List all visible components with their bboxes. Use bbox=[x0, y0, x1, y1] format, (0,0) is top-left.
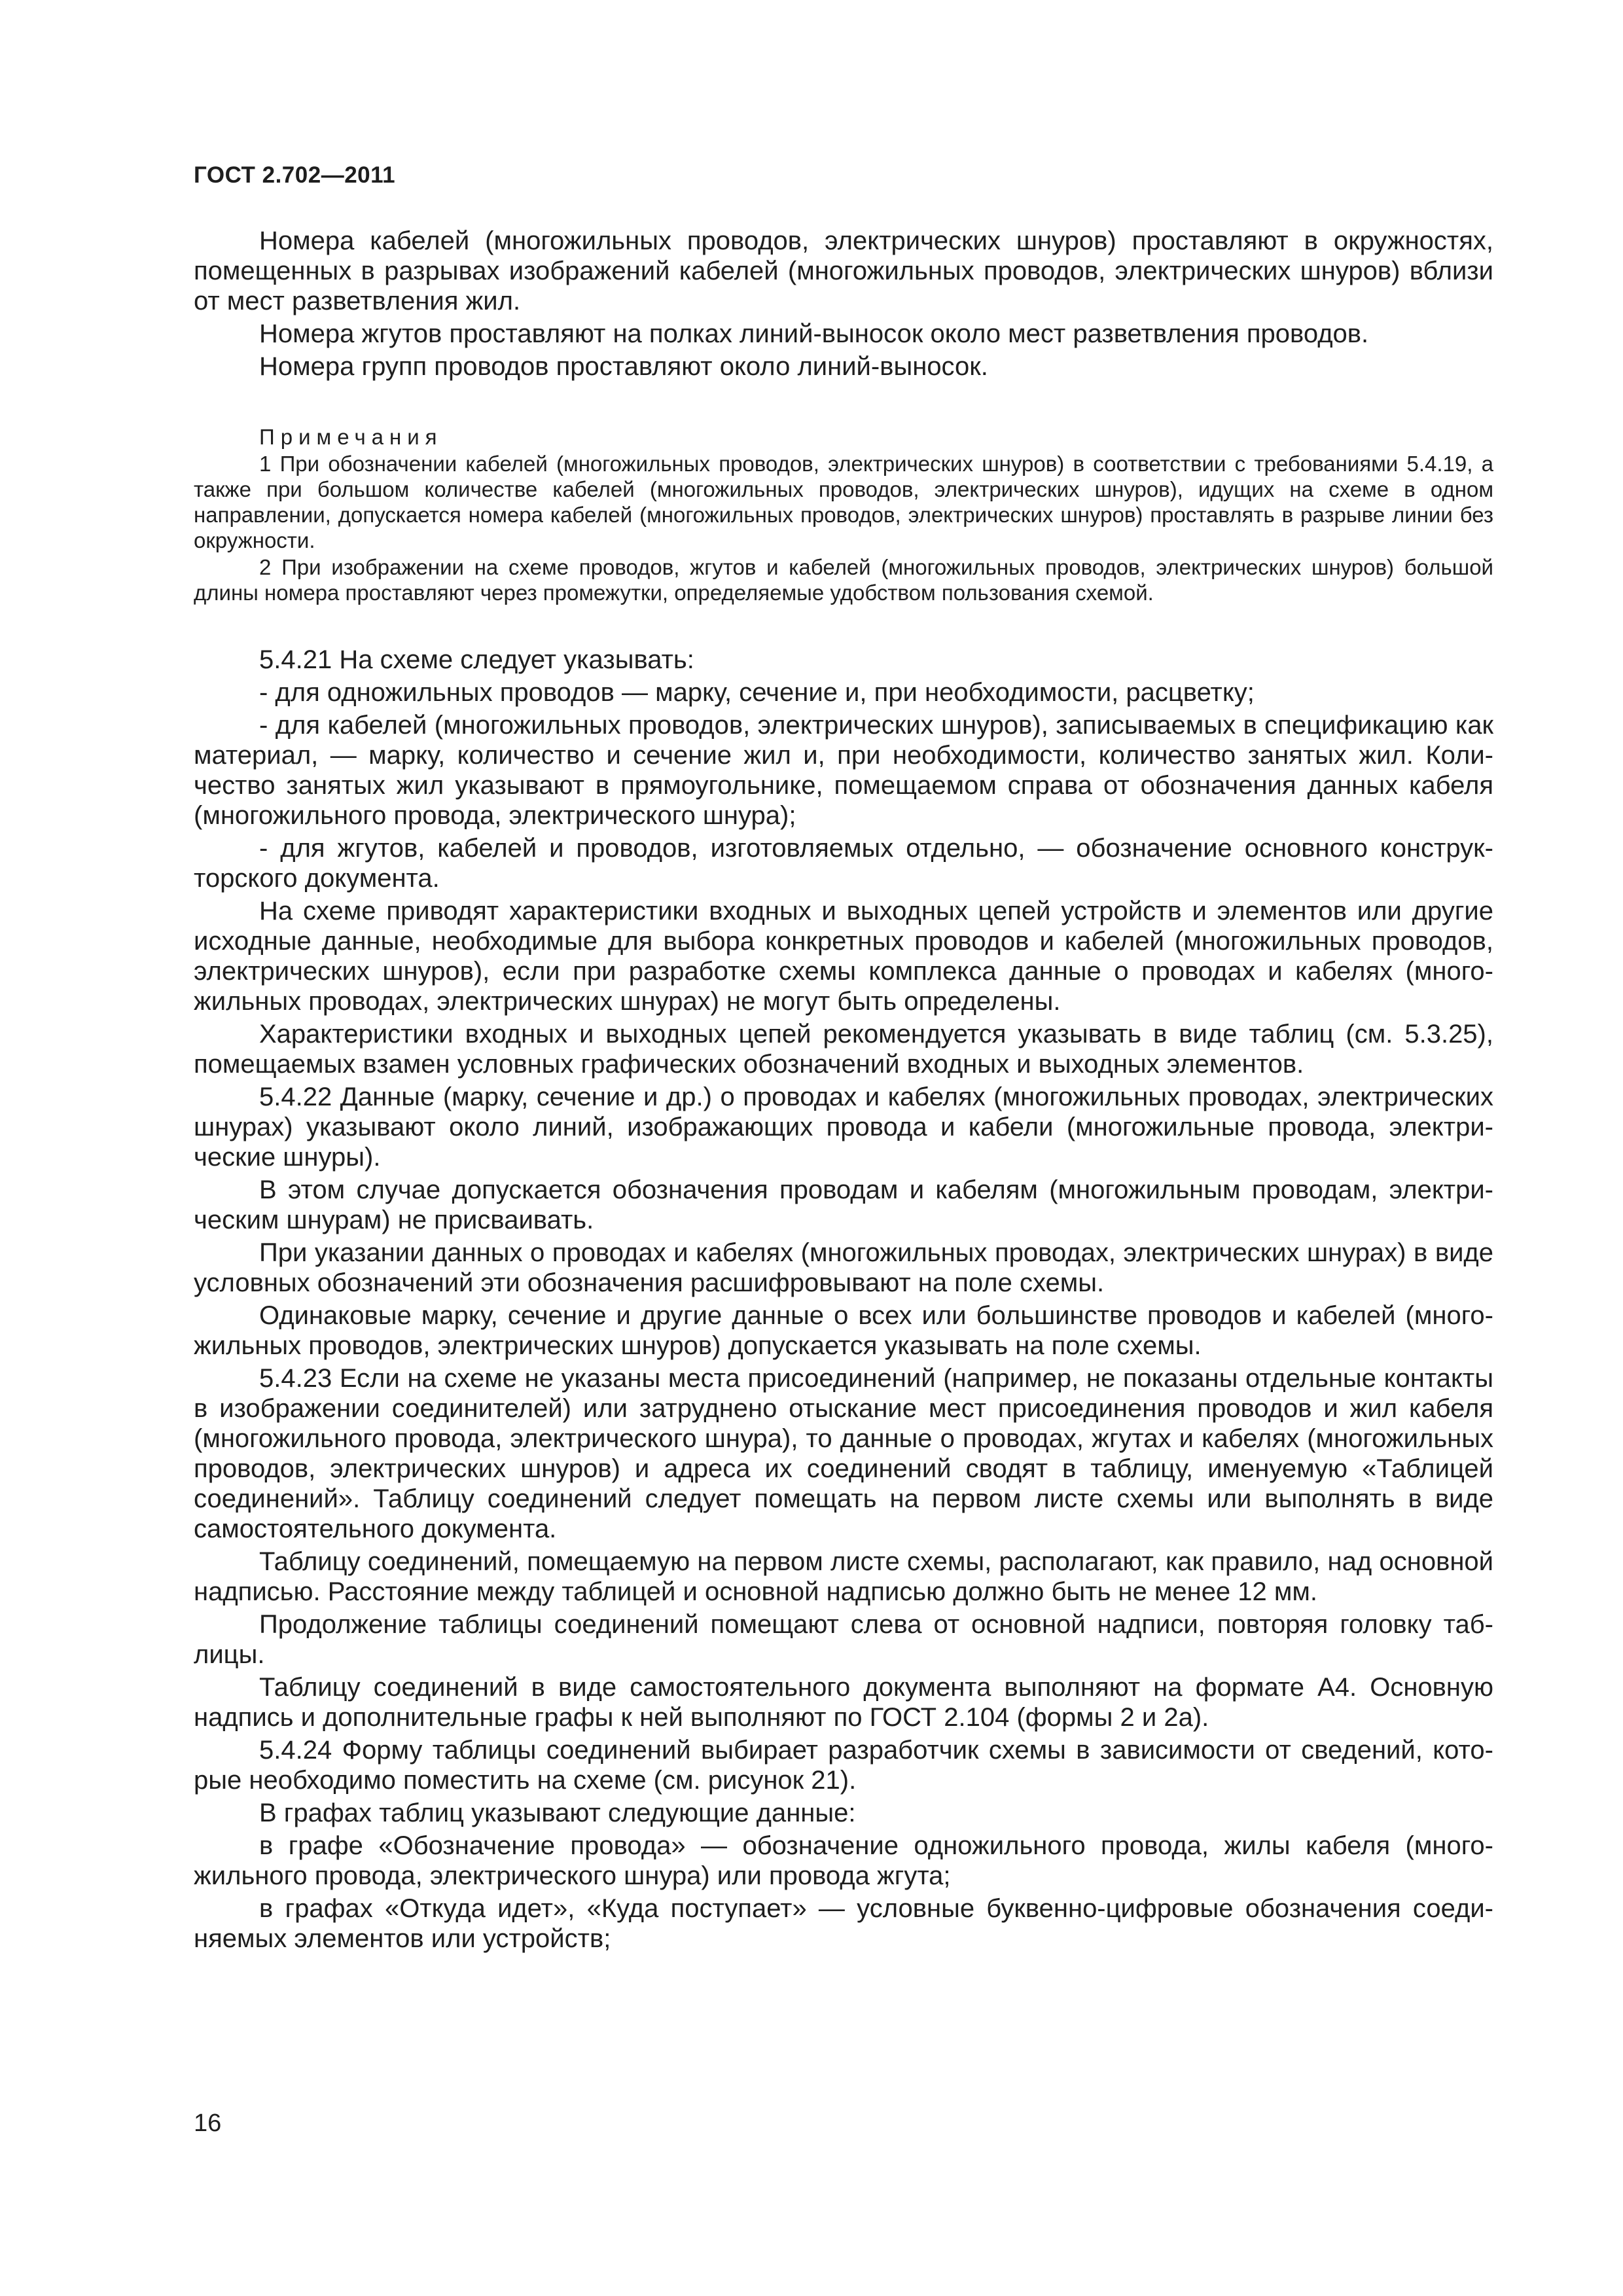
paragraph: 5.4.24 Форму таблицы соединений выбирает разработчик схемы в зависимости от сведений, которые необходимо поместить на схеме (см. рисунок 21). bbox=[194, 1736, 1493, 1795]
paragraph: Номера групп проводов проставляют около линий-выносок. bbox=[259, 352, 988, 381]
page-body bbox=[194, 226, 1493, 1956]
paragraph: - для кабелей (многожильных проводов, электрических шнуров), записываемых в спецификацию как материал, — марку, количество и сечение жил и, при необходимости, количество занятых жил. Количество занятых жил указывают в прямоугольнике, помещаемом справа от обозначения данных кабеля (многожильного провода, электрического шнура); bbox=[194, 711, 1493, 830]
paragraph: 5.4.22 Данные (марку, сечение и др.) о проводах и кабелях (многожильных проводах, электрических шнурах) указывают около линий, изображающих провода и кабели (многожильные провода, электрические шнуры). bbox=[194, 1083, 1493, 1172]
paragraph: в графах «Откуда идет», «Куда поступает» — условные буквенно-цифровые обозначения соединяемых элементов или устройств; bbox=[194, 1894, 1493, 1953]
paragraph: Характеристики входных и выходных цепей рекомендуется указывать в виде таблиц (см. 5.3.25), помещаемых взамен условных графических обозначений входных и выходных элементов. bbox=[194, 1020, 1493, 1079]
paragraph: в графе «Обозначение провода» — обозначение одножильного провода, жилы кабеля (многожильного провода, электрического шнура) или провода жгута; bbox=[194, 1831, 1493, 1890]
paragraph: При указании данных о проводах и кабелях (многожильных проводах, электрических шнурах) в виде условных обозначений эти обозначения расшифровывают на поле схемы. bbox=[194, 1238, 1493, 1297]
paragraph: Номера жгутов проставляют на полках линий-выносок около мест разветвления проводов. bbox=[259, 319, 1369, 348]
page-number: 16 bbox=[194, 2109, 222, 2137]
paragraph: Одинаковые марку, сечение и другие данные о всех или большинстве проводов и кабелей (многожильных проводов, электрических шнуров) допускается указывать на поле схемы. bbox=[194, 1301, 1493, 1360]
paragraph: 5.4.21 На схеме следует указывать: bbox=[259, 645, 694, 674]
note-item: 2 При изображении на схеме проводов, жгутов и кабелей (многожильных проводов, электрических шнуров) большой длины номера проставляют через промежутки, определяемые удобством пользования схемой. bbox=[194, 555, 1493, 605]
paragraph: Таблицу соединений, помещаемую на первом листе схемы, располагают, как правило, над основной надписью. Расстояние между таблицей и основной надписью должно быть не менее 12 мм. bbox=[194, 1547, 1493, 1606]
paragraph: - для одножильных проводов — марку, сечение и, при необходимости, расцветку; bbox=[259, 678, 1255, 707]
document-code-header: ГОСТ 2.702—2011 bbox=[194, 162, 396, 188]
paragraph: Продолжение таблицы соединений помещают слева от основной надписи, повторяя головку таблицы. bbox=[194, 1610, 1493, 1669]
paragraph: Таблицу соединений в виде самостоятельного документа выполняют на формате А4. Основную надпись и дополнительные графы к ней выполняют по ГОСТ 2.104 (формы 2 и 2а). bbox=[194, 1673, 1493, 1732]
notes-block bbox=[194, 425, 1493, 605]
paragraph: - для жгутов, кабелей и проводов, изготовляемых отдельно, — обозначение основного конструкторского документа. bbox=[194, 834, 1493, 893]
notes-heading: Примечания bbox=[259, 425, 443, 449]
paragraph: Номера кабелей (многожильных проводов, электрических шнуров) проставляют в окружностях, помещенных в разрывах изображений кабелей (многожильных проводов, электрических шнуров) вблизи от мест разветвления жил. bbox=[194, 226, 1493, 315]
paragraph: В графах таблиц указывают следующие данные: bbox=[259, 1799, 856, 1827]
paragraph: В этом случае допускается обозначения проводам и кабелям (многожильным проводам, электрическим шнурам) не присваивать. bbox=[194, 1175, 1493, 1234]
paragraph: На схеме приводят характеристики входных и выходных цепей устройств и элементов или другие исходные данные, необходимые для выбора конкретных проводов и кабелей (многожильных проводов, электрических шнуров), если при разработке схемы комплекса данные о проводах и кабелях (многожильных проводах, электрических шнурах) не могут быть определены. bbox=[194, 897, 1493, 1016]
note-item: 1 При обозначении кабелей (многожильных проводов, электрических шнуров) в соответствии с требованиями 5.4.19, а также при большом количестве кабелей (многожильных проводов, электрических шнуров), идущих на схеме в одном направлении, допускается номера кабелей (многожильных проводов, электрических шнуров) проставлять в разрыве линии без окружности. bbox=[194, 452, 1493, 552]
paragraph: 5.4.23 Если на схеме не указаны места присоединений (например, не показаны отдельные контакты в изображении соединителей) или затруднено отыскание мест присоединения проводов и жил кабеля (многожильного провода, электрического шнура), то данные о проводах, жгутах и кабелях (многожильных проводов, электрических шнуров) и адреса их соединений сводят в таблицу, именуемую «Таблицей соединений». Таблицу соединений следует помещать на первом листе схемы или выполнять в виде самостоятельного документа. bbox=[194, 1364, 1493, 1543]
